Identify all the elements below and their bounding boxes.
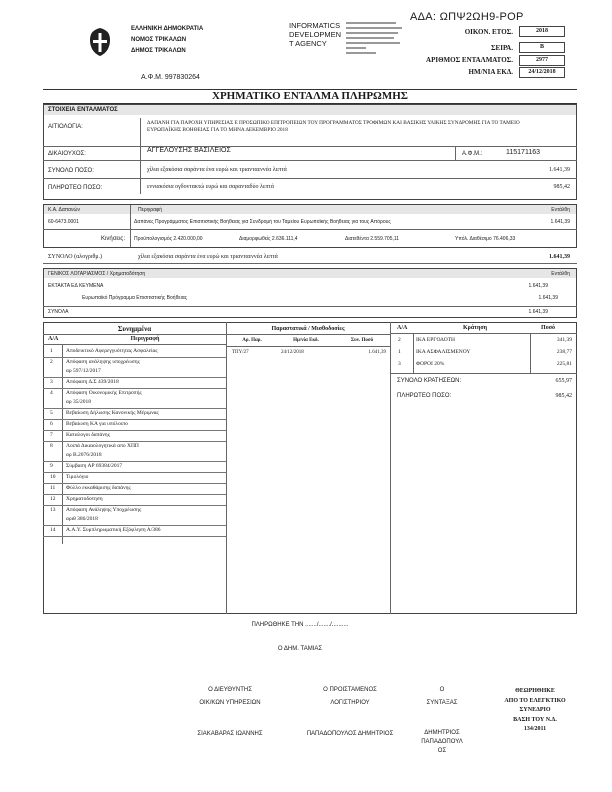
payable-amount: 985,42	[553, 184, 570, 190]
ledger-row2-label: Ευρωπαϊκό Πρόγραμμα Επισιτιστικής Βοήθειας	[82, 295, 187, 301]
sig4-line2: ΑΠΟ ΤΟ ΕΛΕΓΚΤΙΚΟ	[504, 697, 566, 704]
total-numeric-amount: 1.641,39	[549, 254, 570, 260]
sig2-role-line1: Ο ΠΡΟΙΣΤΑΜΕΝΟΣ	[323, 687, 377, 693]
attachment-no: 6	[50, 421, 53, 427]
total-numeric-words: χίλια εξακόσια σαράντα ένα ευρώ και τριανταεννέα λεπτά	[138, 254, 278, 260]
budget-forecast: Προϋπολογισμός 2.420.000,00	[134, 236, 203, 242]
budget-remaining: Υπόλ. Διαθέσιμο 76.406,33	[455, 236, 516, 242]
attachment-row	[43, 526, 226, 537]
number-value: 2977	[519, 55, 565, 66]
deduction-row	[390, 359, 577, 371]
expense-amount: 1.641,39	[550, 219, 570, 225]
deduction-desc: ΦΟΡΟΙ 20%	[416, 361, 445, 367]
sig4-block	[490, 687, 580, 735]
sig2-name: ΠΑΠΑΔΟΠΟΥΛΟΣ ΔΗΜΗΤΡΙΟΣ	[306, 731, 394, 737]
deduction-row	[390, 335, 577, 347]
payable-label: ΠΛΗΡΩΤΕΟ ΠΟΣΟ:	[48, 185, 103, 191]
sig3-name-line2: ΠΑΠΑΔΟΠΟΥΛ	[421, 739, 463, 745]
budget-label: Κινήσεις:	[101, 236, 125, 242]
payee-afm: 115171163	[506, 149, 540, 156]
attachment-subtext: αρ 597/12/2017	[66, 368, 101, 374]
budget-disposed: Διατεθέντα 2.559.705,11	[345, 236, 400, 242]
informatics-line1: INFORMATICS	[289, 21, 341, 30]
attachment-no: 4	[50, 390, 53, 396]
deduction-amount: 238,77	[556, 349, 572, 355]
attachment-row	[43, 358, 226, 378]
details-section-title: ΣΤΟΙΧΕΙΑ ΕΝΤΑΛΜΑΤΟΣ	[44, 105, 576, 115]
deduction-desc: ΙΚΑ ΑΣΦΑΛΙΣΜΕΝΟΥ	[416, 349, 471, 355]
invoices-title: Παραστατικά / Μισθοδοσίες	[271, 326, 345, 332]
ledger-row1-amount: 1.641,39	[528, 283, 548, 289]
informatics-line3: T AGENCY	[289, 39, 327, 48]
attachment-no: 8	[50, 443, 53, 449]
payee-label: ΔΙΚΑΙΟΥΧΟΣ:	[48, 151, 86, 157]
attachment-text: Λοιπά Δικαιολογητικά απο ΧΠΠ	[66, 443, 139, 449]
attachment-text: Απόφαση Δ.Σ 439/2018	[66, 379, 119, 385]
expense-desc: Δαπάνες Προγράμματος Επισιτιστικής Βοήθειας για Συνδρομή του Ταμείου Ευρωπαϊκής Βοήθειας για τους Απόρους	[134, 219, 391, 225]
total-words: χίλια εξακόσια σαράντα ένα ευρώ και τριανταεννέα λεπτά	[147, 167, 287, 173]
number-label: ΑΡΙΘΜΟΣ ΕΝΤΑΛΜΑΤΟΣ.	[426, 56, 513, 64]
informatics-line2: DEVELOPMEN	[289, 30, 342, 39]
attachment-no: 1	[50, 348, 53, 354]
attachment-no: 7	[50, 432, 53, 438]
treasurer-label: Ο ΔΗΜ. ΤΑΜΙΑΣ	[277, 646, 323, 652]
attachment-row	[43, 484, 226, 495]
sig4-line5: 134/2011	[523, 726, 547, 732]
budget-approved: Διαμορφωθείς 2.636.111,4	[239, 236, 298, 242]
ledger-row1-label: ΕΚΤΑΚΤΑ ΕΔ ΚΕΥΜΕΝΑ	[48, 283, 104, 289]
reason-label: ΑΙΤΙΟΛΟΓΙΑ:	[48, 124, 83, 130]
sig3-name-line1: ΔΗΜΗΤΡΙΟΣ	[424, 730, 460, 736]
attachment-row	[43, 389, 226, 409]
issuer-block	[131, 26, 241, 55]
total-amount: 1.641,39	[549, 167, 570, 173]
invoice-row-no: ΤΠΥ/27	[232, 350, 249, 355]
attachment-no: 9	[50, 463, 53, 469]
informatics-fineprint	[346, 22, 404, 54]
sig3-role-line1: Ο	[439, 687, 445, 693]
attachment-subtext: αρ Β.2076/2018	[66, 452, 102, 458]
attachment-row	[43, 409, 226, 420]
attachment-subtext: αριθ 386/2018	[66, 516, 98, 522]
attachment-row	[43, 462, 226, 473]
sig4-line3: ΣΥΝΕΔΡΙΟ	[519, 707, 551, 713]
invoices-col-amount: Συν. Ποσό	[350, 338, 374, 343]
payee-name: ΑΓΓΕΛΟΥΣΗΣ ΒΑΣΙΛΕΙΟΣ	[147, 147, 231, 154]
attachment-row	[43, 431, 226, 442]
deductions-payable: 985,42	[555, 393, 572, 399]
attachment-text: Βεβαίωση Δήλωσης Κανονικής Μέριμνας	[66, 410, 159, 416]
greek-emblem	[88, 27, 112, 57]
sig1-role-line1: Ο ΔΙΕΥΘΥΝΤΗΣ	[208, 687, 252, 693]
payable-words: εννιακόσια ογδοντακτώ ευρώ και σαρανταδύο λεπτά	[147, 184, 274, 190]
expense-code: 60-6473.0001	[48, 219, 79, 225]
total-numeric-label: ΣΥΝΟΛΟ (αλογριθμ.)	[48, 254, 103, 260]
sig3-role-line2: ΣΥΝΤΑΞΑΣ	[426, 700, 458, 706]
attachment-text: Χρηματοδοτηση	[66, 496, 103, 502]
ada-code: ΑΔΑ: ΩΠΨ2ΩΗ9-ΡΟΡ	[410, 11, 524, 23]
deduction-amount: 225,81	[556, 361, 572, 367]
sig3-name	[412, 729, 472, 756]
ledger-head: ΓΕΝΙΚΟΣ ΛΟΓΑΡΙΑΣΜΟΣ / Χρηματοδότηση	[48, 271, 146, 277]
ledger-head-amount: Εντάλθη	[551, 271, 570, 277]
date-value: 24/12/2018	[519, 67, 565, 78]
sig2-role-line2: ΛΟΓΙΣΤΗΡΙΟΥ	[330, 700, 370, 706]
attachment-row	[43, 347, 226, 358]
ledger-total-amount: 1.641,39	[528, 309, 548, 315]
sig4-line1: ΘΕΩΡΗΘΗΚΕ	[515, 688, 555, 694]
attachment-row	[43, 506, 226, 526]
attachment-row	[43, 378, 226, 389]
emblem-icon	[88, 27, 112, 57]
series-value: Β	[519, 42, 565, 53]
deduction-desc: ΙΚΑ ΕΡΓΟΔΟΤΗ	[416, 337, 456, 343]
attachment-text: Απόφαση ανάληψης υποχρέωσης	[66, 359, 140, 365]
attachment-text: Απόφαση Οικονομικής Επιτροπής	[66, 390, 142, 396]
attachment-row	[43, 420, 226, 431]
attachment-row	[43, 442, 226, 462]
sig3-role	[412, 687, 472, 707]
invoices-col-date: Ημ/νία Εκδ.	[293, 338, 319, 343]
expenses-head-code: Κ.Α. Δαπανών	[48, 207, 80, 213]
attachment-no: 13	[50, 507, 56, 513]
attachment-text: Καταλογοι δαπάνης	[66, 432, 110, 438]
attachment-row	[43, 495, 226, 506]
deduction-no: 2	[398, 337, 401, 343]
paid-line: ΠΛΗΡΩΘΗΚΕ ΤΗΝ ......./......./..........	[251, 622, 349, 628]
series-label: ΣΕΙΡΑ.	[490, 44, 513, 52]
attachment-no: 11	[50, 485, 56, 491]
issuer-line1: ΕΛΛΗΝΙΚΗ ΔΗΜΟΚΡΑΤΙΑ	[131, 26, 204, 32]
attachments-col-desc: Περιγραφή	[130, 336, 160, 342]
issuer-line2: ΝΟΜΟΣ ΤΡΙΚΑΛΩΝ	[131, 37, 187, 43]
deductions-col-amount: Ποσό	[541, 325, 555, 331]
attachment-no: 5	[50, 410, 53, 416]
attachments-col-no: Α/Α	[48, 336, 59, 342]
attachment-no: 10	[50, 474, 56, 480]
attachment-text: Βεβαίωση ΚΑ για υπόλοιπο	[66, 421, 128, 427]
attachment-no: 14	[50, 527, 56, 533]
deduction-amount: 341,39	[556, 337, 572, 343]
sig1-role-line2: ΟΙΚ/ΚΩΝ ΥΠΗΡΕΣΙΩΝ	[199, 700, 261, 706]
deductions-col-no: Α/Α	[397, 325, 408, 331]
expenses-head-desc: Περιγραφή	[138, 207, 163, 213]
sig3-name-line3: ΟΣ	[437, 748, 447, 754]
deductions-total-label: ΣΥΝΟΛΟ ΚΡΑΤΗΣΕΩΝ:	[397, 378, 462, 384]
issuer-afm: Α.Φ.Μ. 997830264	[141, 74, 200, 81]
informatics-block	[289, 21, 341, 48]
invoice-row-date: 24/12/2018	[281, 350, 304, 355]
deductions-payable-label: ΠΛΗΡΩΤΕΟ ΠΟΣΟ:	[397, 393, 452, 399]
year-value: 2018	[519, 26, 565, 37]
invoices-col-no: Αρ. Παρ.	[242, 338, 262, 343]
deductions-col-desc: Κράτηση	[462, 325, 488, 331]
invoice-row-amount: 1.641,39	[368, 350, 386, 355]
date-label: ΗΜ/ΝΙΑ ΕΚΔ.	[468, 68, 513, 76]
attachment-text: Απόφαση Ανάληψης Υποχρέωσης	[66, 507, 142, 513]
deductions-total: 655,97	[555, 378, 572, 384]
attachment-no: 12	[50, 496, 56, 502]
total-label: ΣΥΝΟΛΟ ΠΟΣΟ:	[48, 168, 94, 174]
attachment-text: Αποδεικτικό Αφερεγγυότητας Ασφαλείας	[66, 348, 158, 354]
attachments-title: Συνημμένα	[117, 325, 152, 333]
sig1-name: ΣΙΑΚΑΒΑΡΑΣ ΙΩΑΝΝΗΣ	[197, 731, 263, 737]
reason-text: ΔΑΠΑΝΗ ΓΙΑ ΠΑΡΟΧΗ ΥΠΗΡΕΣΙΑΣ Ε ΠΡΟΣΩΠΙΚΟ ΕΠΙΤΡΟΠΕΙΩΝ ΤΟΥ ΠΡΟΓΡΑΜΜΑΤΟΣ ΤΡΟΦΙΜΩΝ ΚΑΙ ΒΑΣΙΚΗΣ ΥΛΙΚΗΣ ΣΥΝΔΡΟΜΗΣ ΓΙΑ ΤΟ ΤΑΜΕΙΟ ΕΥΡΩΠΑΪΚΗΣ ΒΟΗΘΕΙΑΣ ΓΙΑ ΤΟ ΜΗΝΑ ΔΕΚΕΜΒΡΙΟ 2018	[147, 120, 520, 133]
attachment-text: Τιμολόγιο	[66, 474, 89, 480]
sig4-line4: ΒΑΣΗ ΤΟΥ Ν.Δ.	[513, 716, 557, 723]
attachment-no: 2	[50, 359, 53, 365]
payee-afm-label: Α.Φ.Μ.:	[462, 151, 483, 157]
expenses-head-amount: Εντάλθη	[551, 207, 570, 213]
ledger-total-label: ΣΥΝΟΛΑ	[48, 309, 69, 315]
attachment-no: 3	[50, 379, 53, 385]
attachment-text: Α.Α.Υ. Συμπληρωματική Εξόφληση Α/386	[66, 527, 161, 533]
ledger-row2-amount: 1.641,39	[538, 295, 558, 301]
attachment-row	[43, 473, 226, 484]
deduction-no: 3	[398, 361, 401, 367]
attachment-text: Σύμβαση ΑΡ 69384/2017	[66, 463, 123, 469]
attachment-subtext: αρ 35/2018	[66, 399, 92, 405]
deduction-row	[390, 347, 577, 359]
deduction-no: 1	[398, 349, 401, 355]
sig1-role	[170, 687, 290, 707]
year-label: ΟΙΚΟΝ. ΕΤΟΣ.	[464, 28, 513, 36]
issuer-line3: ΔΗΜΟΣ ΤΡΙΚΑΛΩΝ	[131, 48, 186, 54]
sig2-role	[290, 687, 410, 707]
page-title: ΧΡΗΜΑΤΙΚΟ ΕΝΤΑΛΜΑ ΠΛΗΡΩΜΗΣ	[212, 90, 408, 102]
attachment-text: Φύλλο εκκαθάρισης δαπάνης	[66, 485, 131, 491]
